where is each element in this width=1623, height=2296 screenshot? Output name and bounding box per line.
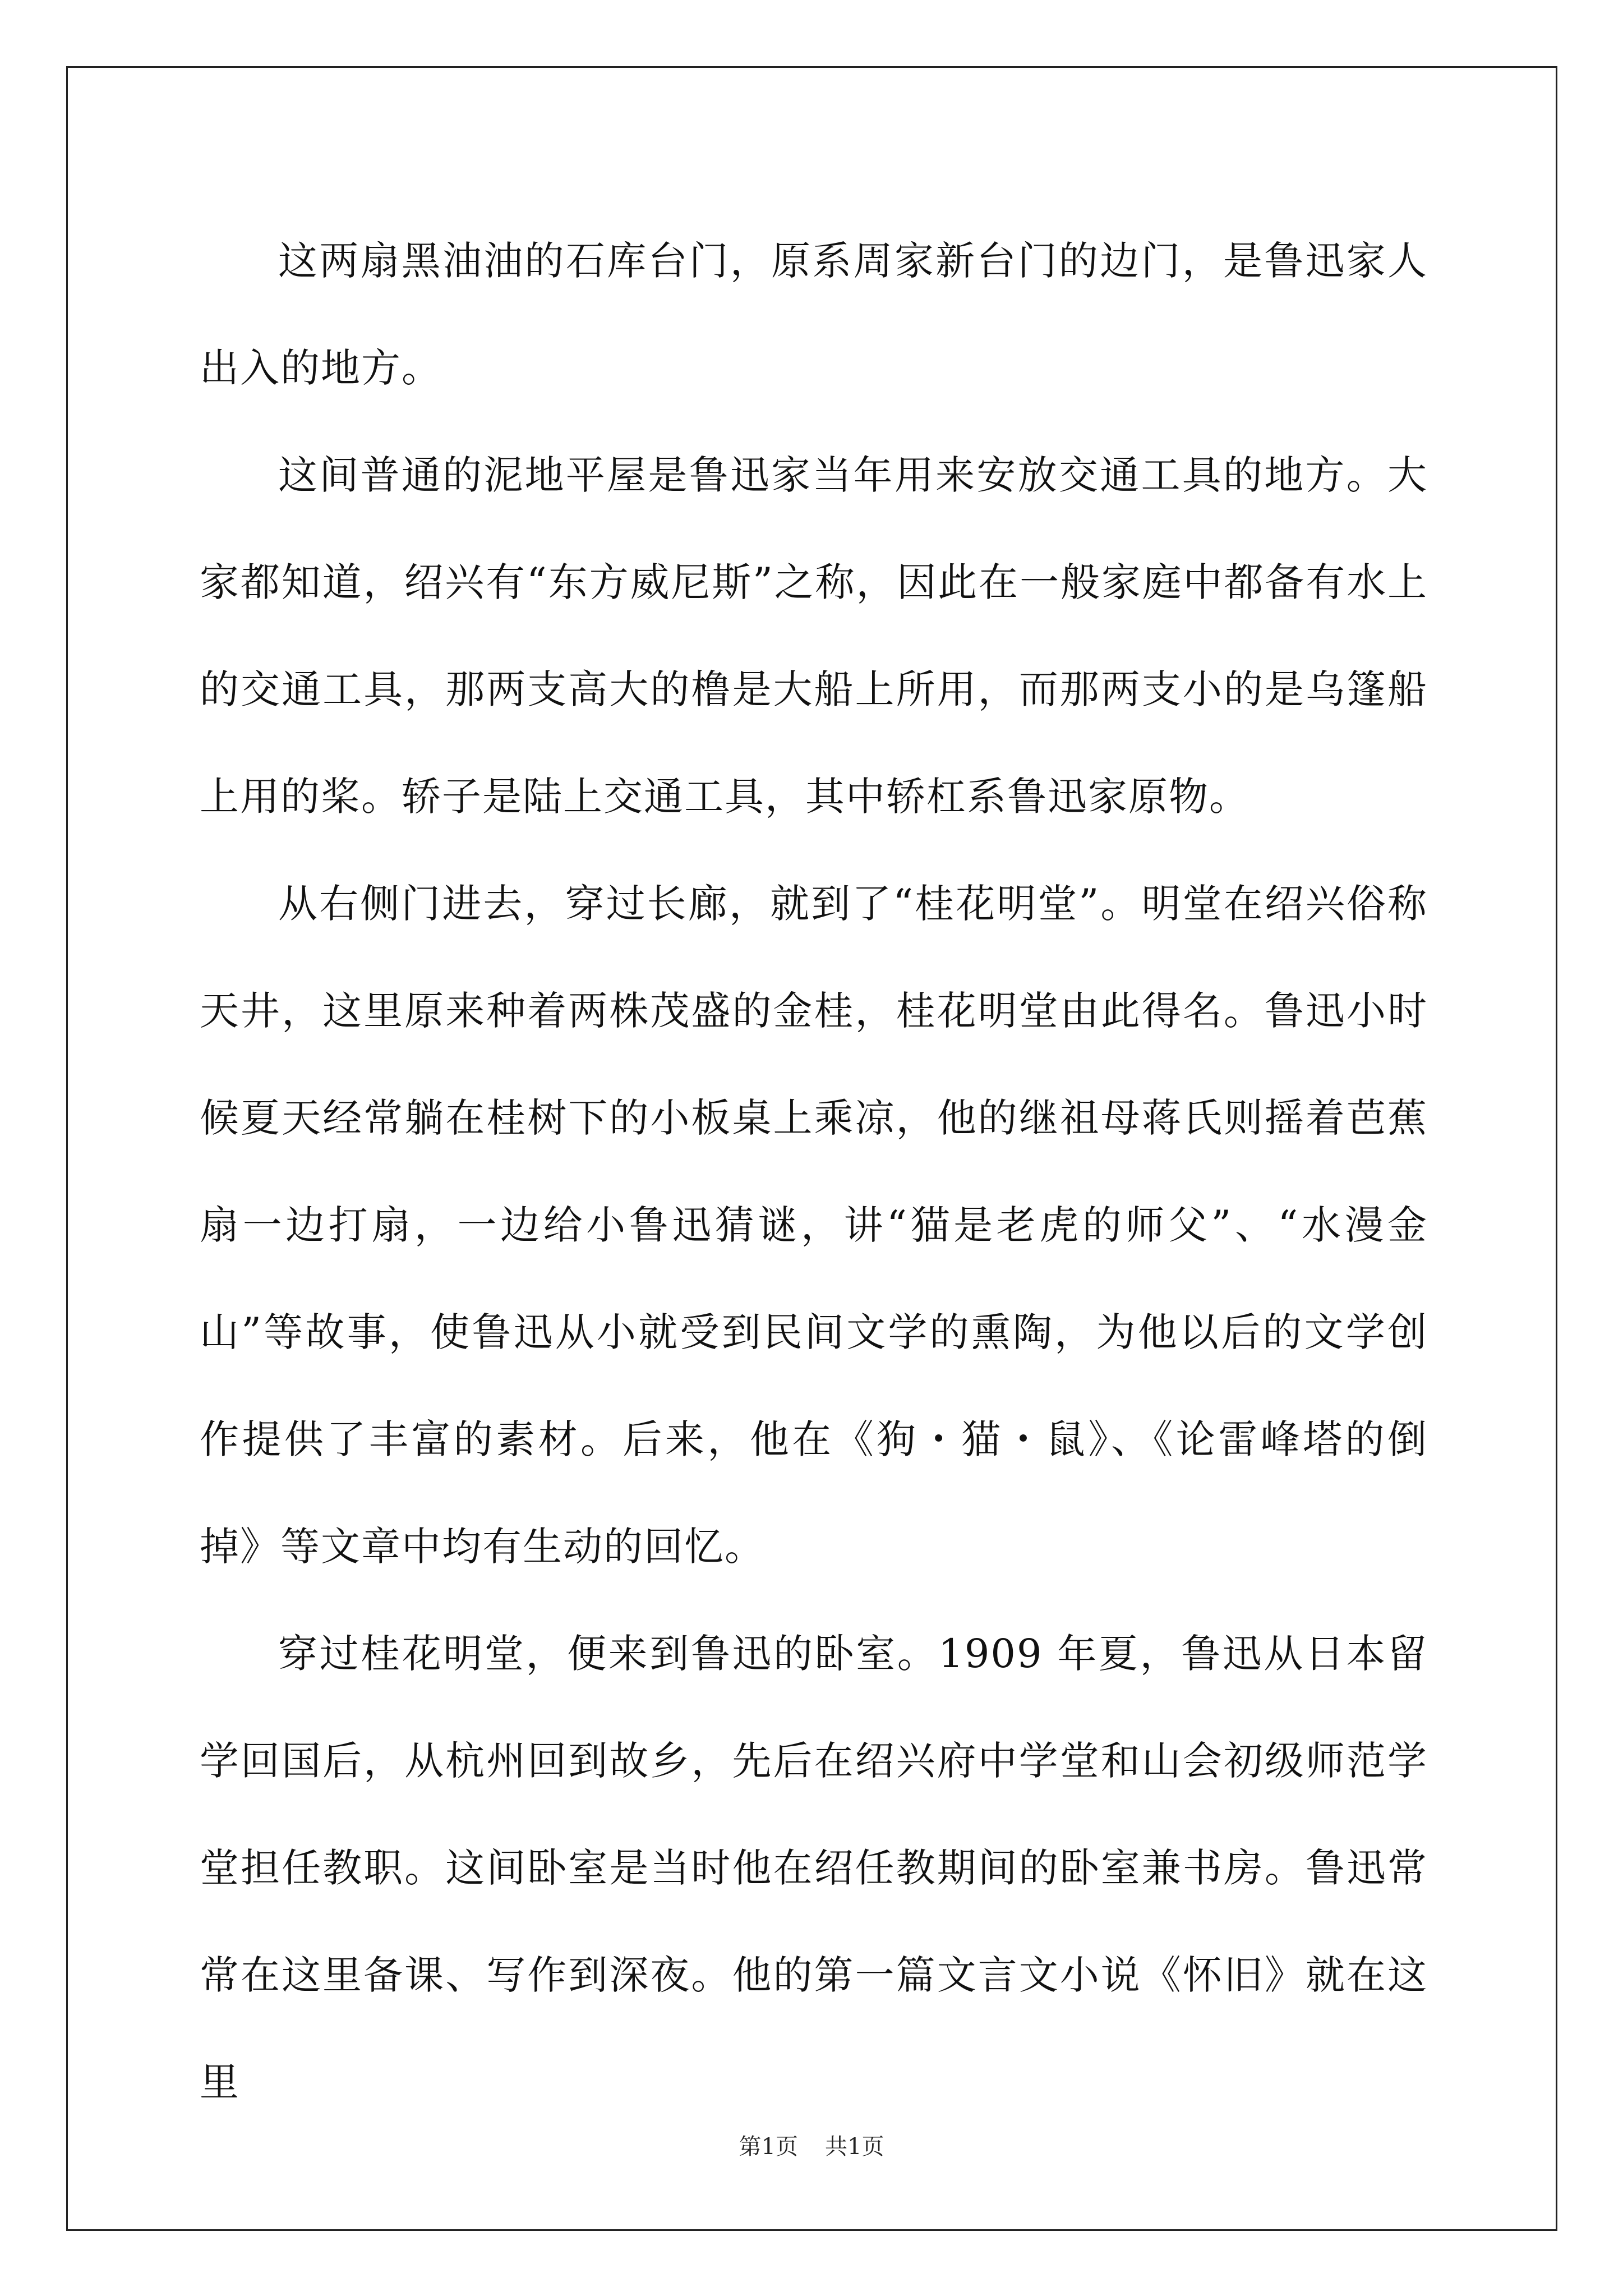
paragraph-1: 这两扇黑油油的石库台门，原系周家新台门的边门，是鲁迅家人出入的地方。	[200, 238, 1428, 391]
paragraph-2: 这间普通的泥地平屋是鲁迅家当年用来安放交通工具的地方。大家都知道，绍兴有“东方威尼斯”之称，因此在一般家庭中都备有水上的交通工具，那两支高大的橹是大船上所用，而那两支小的是乌篷船上用的桨。轿子是陆上交通工具，其中轿杠系鲁迅家原物。	[200, 452, 1428, 820]
document-body	[200, 208, 1428, 2136]
page-number: 第1页	[739, 2134, 798, 2160]
paragraph-3: 从右侧门进去，穿过长廊，就到了“桂花明堂”。明堂在绍兴俗称天井，这里原来种着两株茂盛的金桂，桂花明堂由此得名。鲁迅小时候夏天经常躺在桂树下的小板桌上乘凉，他的继祖母蒋氏则摇着芭蕉扇一边打扇，一边给小鲁迅猜谜，讲“猫是老虎的师父”、“水漫金山”等故事，使鲁迅从小就受到民间文学的熏陶，为他以后的文学创作提供了丰富的素材。后来，他在《狗・猫・鼠》、《论雷峰塔的倒掉》等文章中均有生动的回忆。	[200, 881, 1428, 1570]
paragraph-4: 穿过桂花明堂，便来到鲁迅的卧室。1909 年夏，鲁迅从日本留学回国后，从杭州回到故乡，先后在绍兴府中学堂和山会初级师范学堂担任教职。这间卧室是当时他在绍任教期间的卧室兼书房。鲁迅常常在这里备课、写作到深夜。他的第一篇文言文小说《怀旧》就在这里	[200, 1631, 1428, 2105]
page-total: 共1页	[825, 2134, 884, 2160]
page-footer	[0, 2129, 1623, 2161]
